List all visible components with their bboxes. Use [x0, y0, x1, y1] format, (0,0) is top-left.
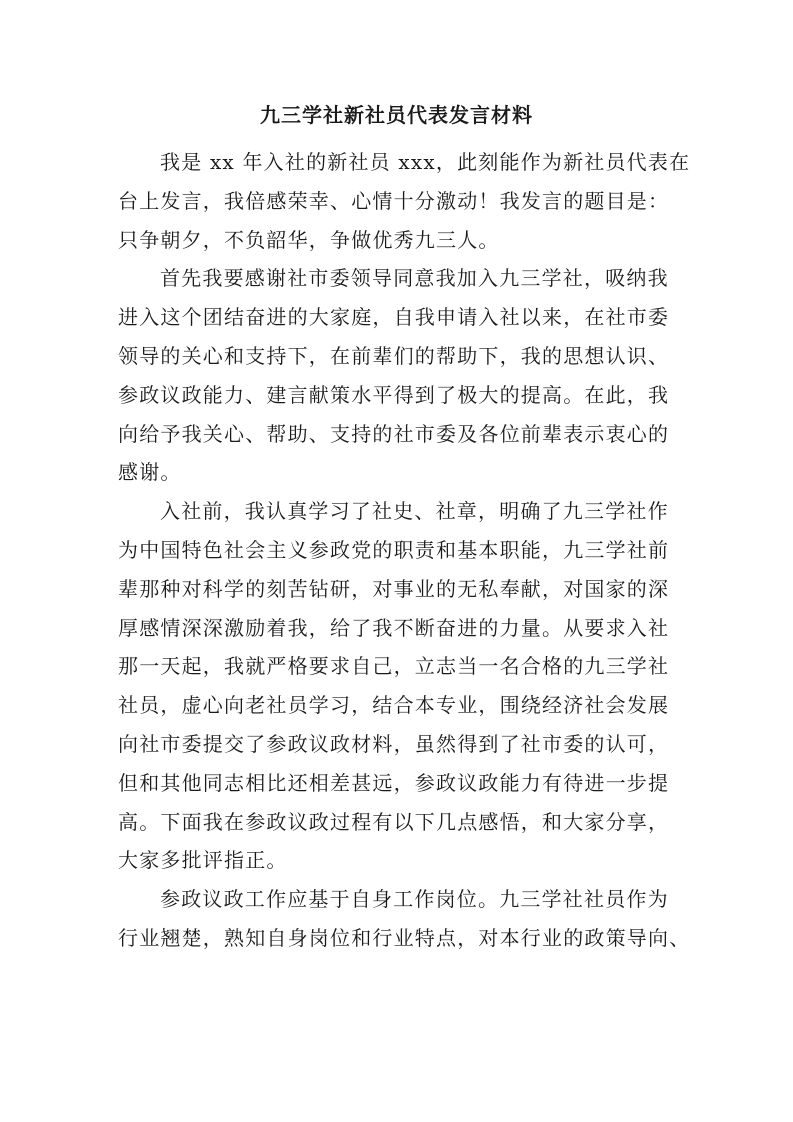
document-title: 九三学社新社员代表发言材料: [260, 103, 533, 127]
paragraph-3-line-2: 为中国特色社会主义参政党的职责和基本职能，九三学社前: [118, 537, 670, 562]
paragraph-3-line-9: 高。下面我在参政议政过程有以下几点感悟，和大家分享，: [118, 809, 670, 834]
paragraph-3-line-1: 入社前，我认真学习了社史、社章，明确了九三学社作: [160, 499, 669, 524]
paragraph-1-line-2: 台上发言，我倍感荣幸、心情十分激动！我发言的题目是：: [118, 188, 670, 213]
paragraph-3-line-10: 大家多批评指正。: [118, 848, 288, 873]
document-body: [118, 143, 691, 958]
paragraph-2-line-4: 参政议政能力、建言献策水平得到了极大的提高。在此，我: [118, 382, 670, 407]
paragraph-3-line-7: 向社市委提交了参政议政材料，虽然得到了社市委的认可，: [118, 731, 670, 756]
paragraph-2-line-1: 首先我要感谢社市委领导同意我加入九三学社，吸纳我: [160, 266, 669, 291]
paragraph-3-line-5: 那一天起，我就严格要求自己，立志当一名合格的九三学社: [118, 654, 670, 679]
paragraph-2-line-5: 向给予我关心、帮助、支持的社市委及各位前辈表示衷心的: [118, 421, 670, 446]
paragraph-4-line-2: 行业翘楚，熟知自身岗位和行业特点，对本行业的政策导向、: [118, 925, 691, 950]
paragraph-4-line-1: 参政议政工作应基于自身工作岗位。九三学社社员作为: [160, 887, 669, 912]
paragraph-3-line-4: 厚感情深深激励着我，给了我不断奋进的力量。从要求入社: [118, 615, 670, 640]
paragraph-3-line-6: 社员，虚心向老社员学习，结合本专业，围绕经济社会发展: [118, 693, 670, 718]
paragraph-3-line-8: 但和其他同志相比还相差甚远，参政议政能力有待进一步提: [118, 770, 670, 795]
paragraph-2-line-6: 感谢。: [118, 460, 182, 485]
paragraph-1-line-1: 我是 xx 年入社的新社员 xxx，此刻能作为新社员代表在: [160, 150, 691, 174]
paragraph-2-line-2: 进入这个团结奋进的大家庭，自我申请入社以来，在社市委: [118, 305, 670, 330]
paragraph-2-line-3: 领导的关心和支持下，在前辈们的帮助下，我的思想认识、: [118, 343, 670, 368]
paragraph-1-line-3: 只争朝夕，不负韶华，争做优秀九三人。: [118, 227, 500, 252]
paragraph-3-line-3: 辈那种对科学的刻苦钻研，对事业的无私奉献，对国家的深: [118, 576, 670, 601]
